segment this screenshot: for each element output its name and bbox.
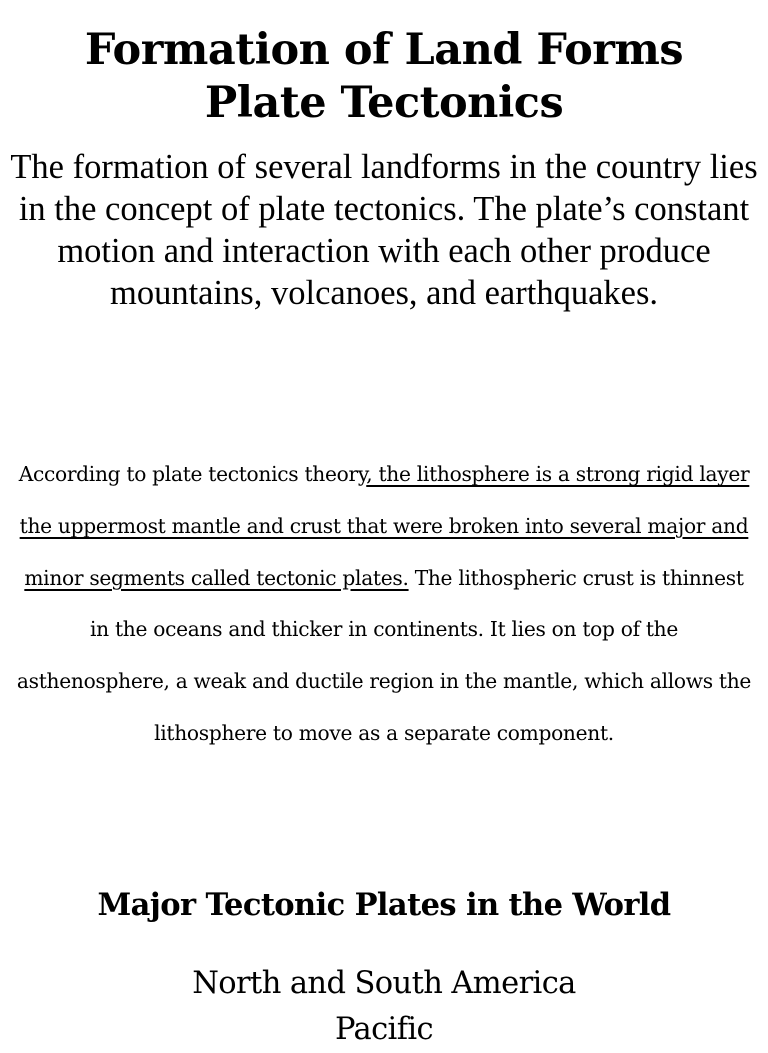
list-item: Pacific — [334, 1012, 434, 1047]
paragraph-rest: The lithospheric crust is thinnest in the oceans and thicker in continents. It lies on top of the asthenosphere, a weak and ductile region in the mantle, which allows the lithosphere to move as a separate component. — [16, 565, 752, 745]
plate-tectonics-paragraph — [12, 449, 756, 760]
plates-list — [0, 961, 768, 1053]
list-item: North and South America — [192, 966, 576, 1001]
section-heading: Major Tectonic Plates in the World — [97, 887, 671, 923]
intro-paragraph: The formation of several landforms in the country lies in the concept of plate tectonics. The plate’s constant motion and interaction with each other produce mountains, volcanoes, and earthquakes. — [10, 148, 758, 312]
title-line-1: Formation of Land Forms — [84, 25, 684, 75]
page-title — [0, 24, 768, 130]
paragraph-lead: According to plate tectonics theory — [18, 462, 367, 486]
underlined-definition: , the lithosphere is a strong rigid layer the uppermost mantle and crust that were broken into several major and minor segments called tectonic plates. — [19, 462, 750, 590]
title-line-2: Plate Tectonics — [204, 78, 564, 128]
